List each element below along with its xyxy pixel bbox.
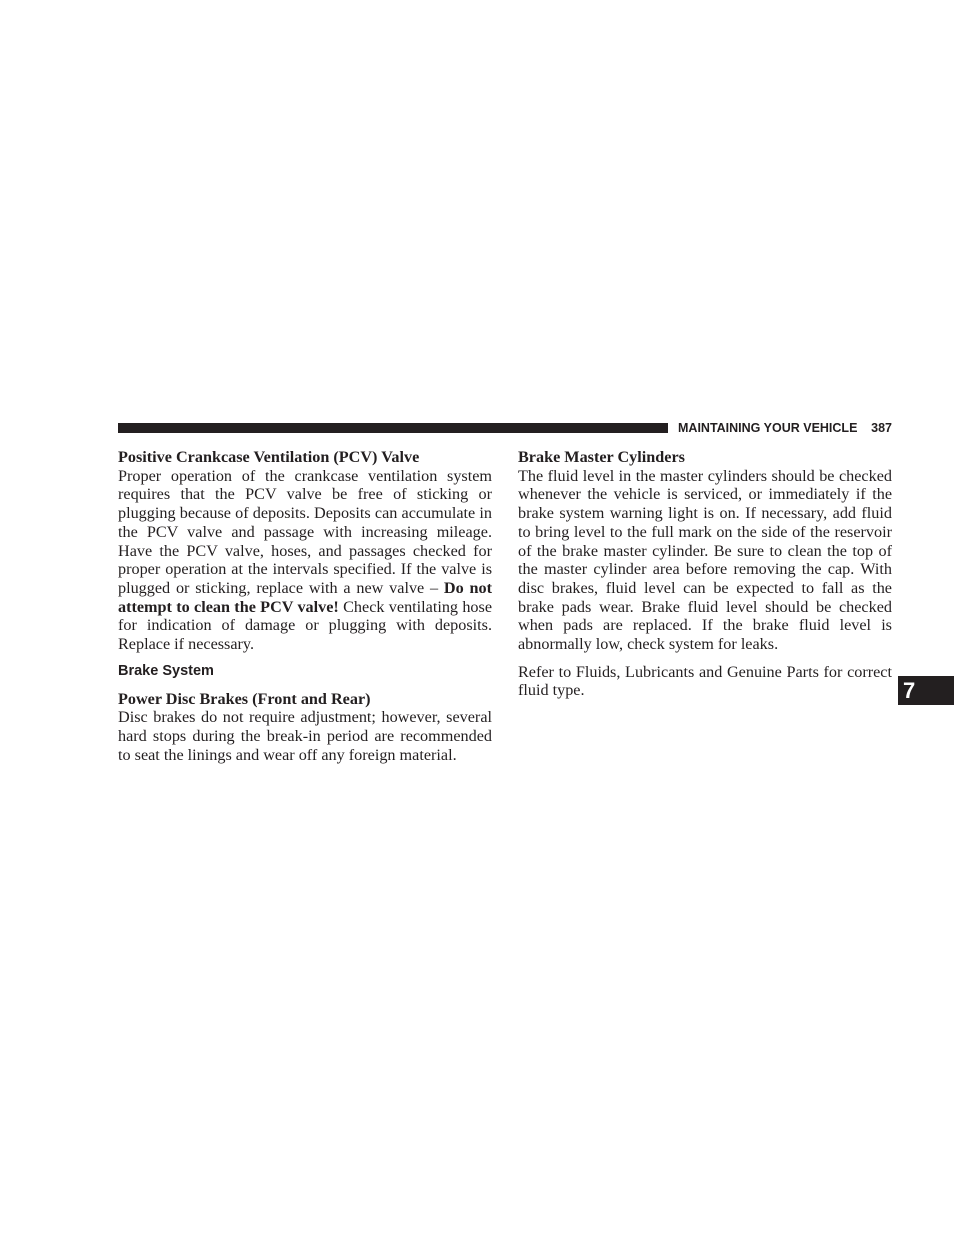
power-disc-brakes-heading: Power Disc Brakes (Front and Rear): [118, 689, 371, 708]
pcv-warning: Do not attempt to clean the PCV valve!: [118, 578, 492, 616]
power-disc-brakes-paragraph: Disc brakes do not require adjustment; however, several hard stops during the break-in period are recommended to seat the linings and wear off any foreign material.: [118, 708, 492, 764]
brake-master-cylinders-heading: Brake Master Cylinders: [518, 448, 685, 466]
running-header: [678, 420, 892, 436]
pcv-text-end: Check ventilating hose for indication of damage or plugging with deposits. Replace if necessary.: [118, 597, 492, 654]
refer-paragraph: Refer to Fluids, Lubricants and Genuine Parts for correct fluid type.: [518, 662, 892, 700]
right-column: [518, 448, 892, 700]
left-column: [118, 448, 492, 765]
pcv-heading: Positive Crankcase Ventilation (PCV) Valve: [118, 448, 420, 466]
paragraph-gap: [518, 654, 892, 663]
pcv-text-start: Proper operation of the crankcase ventilation system requires that the PCV valve be free of sticking or plugging because of deposits. Deposits can accumulate in the PCV valve and passage with increasing mileage. Have the PCV valve, hoses, and passages checked for proper operation at the intervals specified. If the valve is plugged or sticking, replace with a new valve –: [118, 466, 492, 597]
page-number: 387: [871, 421, 892, 435]
section-title: MAINTAINING YOUR VEHICLE: [678, 421, 858, 435]
brake-system-heading: Brake System: [118, 662, 214, 679]
header-rule: [118, 423, 668, 433]
chapter-tab: 7: [898, 676, 954, 705]
brake-master-cylinders-paragraph: The fluid level in the master cylinders should be checked whenever the vehicle is serviced, or immediately if the brake system warning light is on. If necessary, add fluid to bring level to the full mark on the side of the reservoir of the brake master cylinder. Be sure to clean the top of the master cylinder area before removing the cap. With disc brakes, fluid level can be expected to fall as the brake pads wear. Brake fluid level should be checked when pads are replaced. If the brake fluid level is abnormally low, check system for leaks.: [518, 466, 892, 654]
pcv-paragraph: [118, 467, 492, 654]
